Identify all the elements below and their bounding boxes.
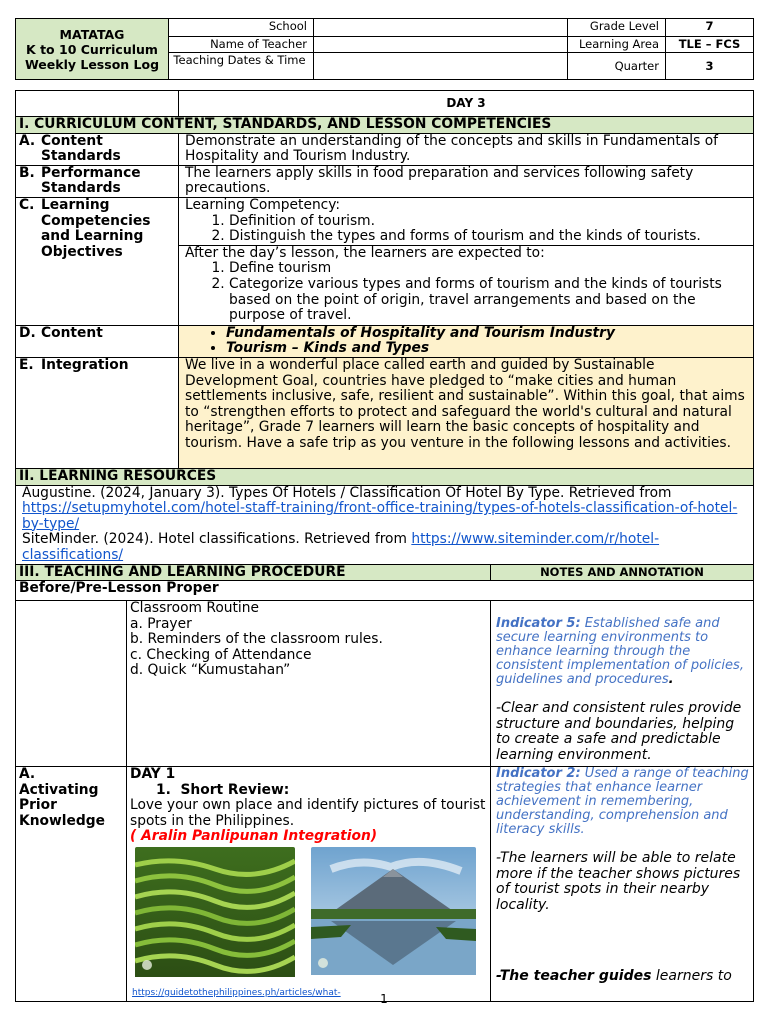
note2-text: Used a range of teaching strategies that enhance learner achievement in remembering, understanding, comprehension and literacy skills. bbox=[496, 766, 749, 838]
content-list bbox=[182, 326, 750, 357]
ref1-text: Augustine. (2024, January 3). Types Of Hotels / Classification Of Hotel By Type. Retrieved from bbox=[22, 484, 672, 501]
quarter-label: Quarter bbox=[568, 53, 666, 80]
d-label: Content bbox=[41, 324, 103, 341]
activating-key: A. bbox=[19, 766, 36, 783]
reference-1 bbox=[22, 486, 750, 533]
header-table bbox=[15, 18, 754, 80]
objective-item: 2. Categorize various types and forms of tourism and the kinds of tourists based on the point of origin, travel arrangements and based on the purpose of travel. bbox=[229, 277, 750, 324]
review-title: Short Review: bbox=[180, 781, 290, 798]
review-text: Love your own place and identify pictures of tourist spots in the Philippines. bbox=[130, 797, 486, 829]
competency-list bbox=[185, 214, 750, 245]
section2-title: II. LEARNING RESOURCES bbox=[16, 468, 754, 485]
section3-title: III. TEACHING AND LEARNING PROCEDURE bbox=[16, 564, 491, 581]
note-indicator-5 bbox=[496, 617, 750, 687]
notes-cell-2 bbox=[491, 767, 754, 1002]
notes-cell-1 bbox=[491, 601, 754, 767]
note3-bold: -The teacher guides bbox=[496, 968, 652, 985]
logo-line3: Weekly Lesson Log bbox=[24, 56, 160, 72]
objectives-cell bbox=[179, 245, 754, 325]
competency-item: 1. Definition of tourism. bbox=[229, 214, 750, 230]
photo-source-link[interactable]: https://guidetothephilippines.ph/articles/what- bbox=[132, 987, 341, 998]
content-head bbox=[16, 325, 179, 357]
content-cell bbox=[179, 325, 754, 357]
ref2-text: SiteMinder. (2024). Hotel classifications. Retrieved from bbox=[22, 531, 412, 548]
note1-text: Established safe and secure learning environments to enhance learning through the consistent implementation of policies, guidelines and procedures bbox=[496, 616, 744, 688]
note2-label: Indicator 2: bbox=[496, 766, 581, 782]
notes-title: NOTES AND ANNOTATION bbox=[491, 564, 754, 581]
area-value[interactable]: TLE – FCS bbox=[666, 37, 754, 53]
reference-2 bbox=[22, 532, 750, 563]
teacher-label: Name of Teacher bbox=[169, 37, 314, 53]
integration-label: ( Aralin Panlipunan Integration) bbox=[130, 828, 378, 845]
d-key: D. bbox=[19, 324, 36, 341]
note3-rest: learners to bbox=[651, 968, 732, 985]
review-num: 1. bbox=[156, 781, 171, 798]
routine-item: d. Quick “Kumustahan” bbox=[130, 662, 291, 679]
logo-block bbox=[16, 19, 169, 80]
grade-label: Grade Level bbox=[568, 19, 666, 37]
section1-title: I. CURRICULUM CONTENT, STANDARDS, AND LESSON COMPETENCIES bbox=[16, 117, 754, 134]
before-label: Before/Pre-Lesson Proper bbox=[16, 581, 754, 601]
content-item: • Fundamentals of Hospitality and Tourism Industry bbox=[226, 326, 750, 342]
school-label: School bbox=[169, 19, 314, 37]
routine-item: a. Prayer bbox=[130, 615, 192, 632]
objectives-list bbox=[185, 261, 750, 323]
routine-item: b. Reminders of the classroom rules. bbox=[130, 631, 383, 648]
short-review-heading bbox=[130, 783, 487, 799]
note1-label: Indicator 5: bbox=[496, 616, 581, 632]
a-label: Content Standards bbox=[41, 132, 121, 165]
a-key: A. bbox=[19, 132, 36, 149]
ref2-link[interactable]: https://www.siteminder.com/r/hotel-classifications/ bbox=[22, 531, 660, 563]
blank-cell bbox=[16, 91, 179, 117]
note-indicator-2 bbox=[496, 767, 750, 837]
competency-item: 2. Distinguish the types and forms of tourism and the kinds of tourists. bbox=[229, 229, 750, 245]
performance-standards-head bbox=[16, 165, 179, 197]
dates-value[interactable] bbox=[314, 53, 568, 80]
performance-standards-text: The learners apply skills in food preparation and services following safety precautions. bbox=[179, 165, 754, 197]
objective-item: 1. Define tourism bbox=[229, 261, 750, 277]
rice-terraces-photo bbox=[135, 847, 295, 982]
b-key: B. bbox=[19, 164, 35, 181]
resources-cell bbox=[16, 485, 754, 564]
routine-title: Classroom Routine bbox=[130, 600, 260, 617]
e-key: E. bbox=[19, 356, 34, 373]
logo-line2: K to 10 Curriculum bbox=[26, 41, 158, 57]
content-standards-text: Demonstrate an understanding of the concepts and skills in Fundamentals of Hospitality and Tourism Industry. bbox=[179, 133, 754, 165]
b-label: Performance Standards bbox=[41, 164, 141, 197]
day-label: DAY 3 bbox=[179, 91, 754, 117]
competency-cell bbox=[179, 197, 754, 245]
activating-head bbox=[16, 767, 127, 1002]
c-key: C. bbox=[19, 196, 35, 213]
note2b: -The learners will be able to relate more if the teacher shows pictures of tourist spots in their nearby locality. bbox=[496, 850, 741, 913]
activating-label: Activating Prior Knowledge bbox=[19, 781, 105, 829]
ref1-link[interactable]: https://setupmyhotel.com/hotel-staff-training/front-office-training/types-of-hotels-classification-of-hotel-by-type/ bbox=[22, 500, 738, 532]
school-value[interactable] bbox=[314, 19, 568, 37]
lesson-table bbox=[15, 90, 754, 1002]
day1-label: DAY 1 bbox=[130, 766, 176, 783]
integration-text: We live in a wonderful place called earth and guided by Sustainable Development Goal, countries have pledged to “make cities and human settlements inclusive, safe, resilient and sustainable”. Within this goal, that aims to “strengthen efforts to protect and safeguard the world's cultural and natural heritage”, Grade 7 learners will learn the basic concepts of hospitality and tourism. Have a safe trip as you venture in the following lessons and activities. bbox=[179, 357, 754, 468]
mayon-volcano-photo bbox=[311, 847, 476, 980]
grade-value[interactable]: 7 bbox=[666, 19, 754, 37]
photo-row bbox=[130, 847, 487, 982]
competency-intro: Learning Competency: bbox=[185, 196, 341, 213]
note1b: -Clear and consistent rules provide structure and boundaries, helping to create a safe and predictable learning environment. bbox=[496, 700, 742, 763]
routine-cell bbox=[127, 601, 491, 767]
content-item: • Tourism – Kinds and Types bbox=[226, 341, 750, 357]
e-label: Integration bbox=[41, 356, 129, 373]
content-standards-head bbox=[16, 133, 179, 165]
area-label: Learning Area bbox=[568, 37, 666, 53]
page-number: 1 bbox=[380, 992, 388, 1006]
teacher-value[interactable] bbox=[314, 37, 568, 53]
logo-line1: MATATAG bbox=[59, 26, 125, 42]
dates-label: Teaching Dates & Time bbox=[169, 53, 314, 80]
integration-head bbox=[16, 357, 179, 468]
routine-item: c. Checking of Attendance bbox=[130, 646, 312, 663]
objectives-intro: After the day’s lesson, the learners are expected to: bbox=[185, 244, 545, 261]
competencies-head bbox=[16, 197, 179, 325]
quarter-value[interactable]: 3 bbox=[666, 53, 754, 80]
note1-dot: . bbox=[668, 672, 674, 688]
activating-cell bbox=[127, 767, 491, 1002]
routine-blank bbox=[16, 601, 127, 767]
note3 bbox=[496, 969, 750, 985]
c-label: Learning Competencies and Learning Objectives bbox=[41, 196, 151, 260]
